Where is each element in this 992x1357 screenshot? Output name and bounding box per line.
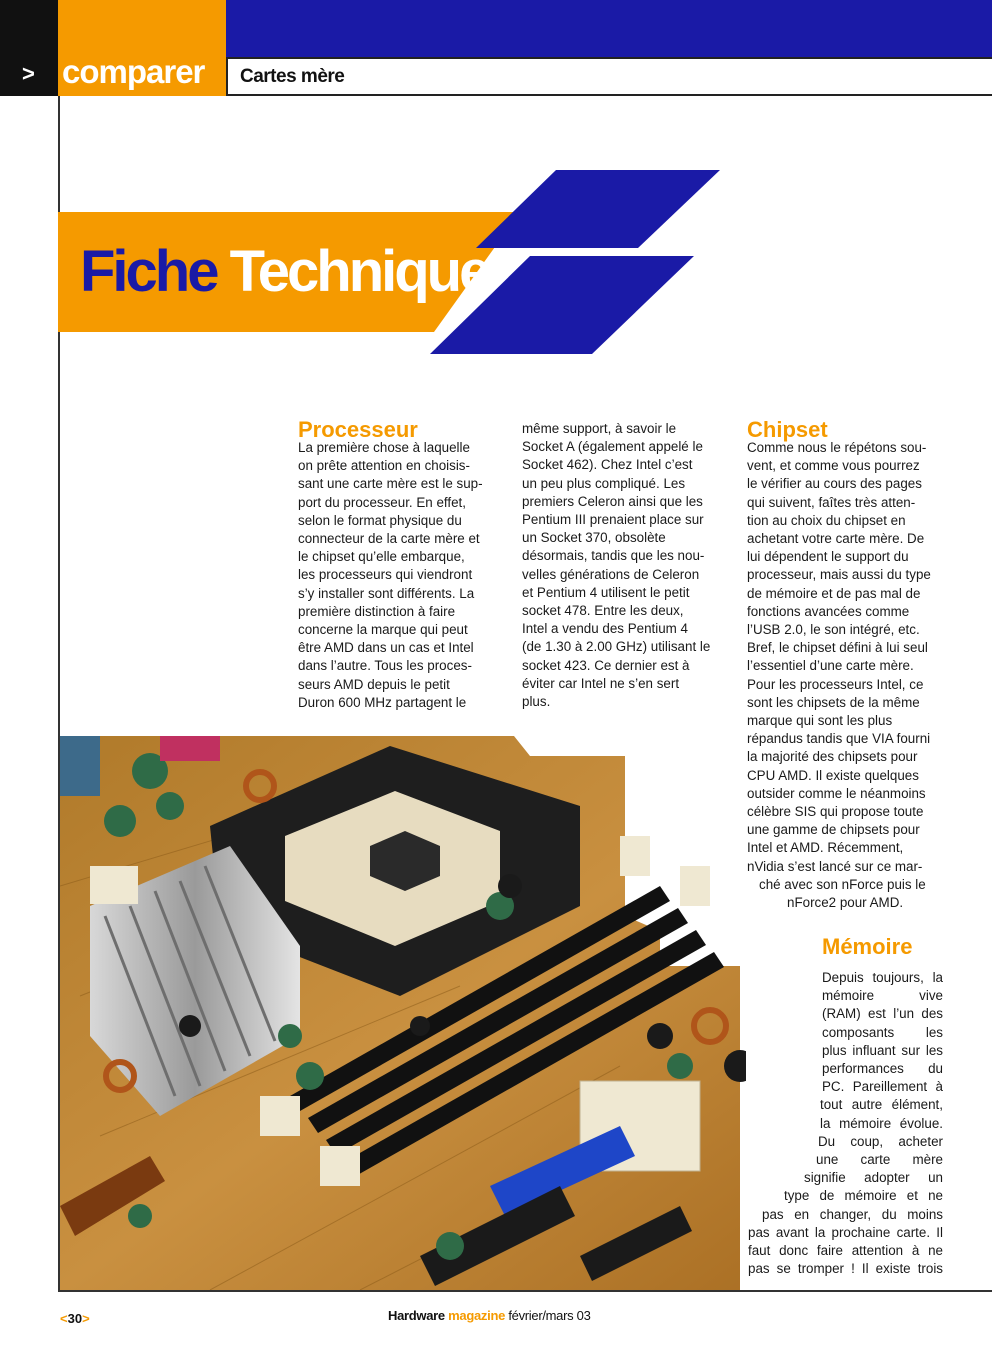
text-line: velles générations de Celeron — [522, 566, 700, 582]
text-line: tion au choix du chipset en — [747, 512, 906, 528]
text-line: un peu plus compliqué. Les — [522, 475, 686, 491]
text-line: une gamme de chipsets pour — [747, 822, 920, 838]
text-line: le chipset qu’elle embarque, — [298, 549, 465, 565]
text-line: La première chose à laquelle — [298, 440, 470, 455]
heading-processeur: Processeur — [298, 417, 418, 442]
header-separator — [226, 57, 228, 96]
header-blue-band — [226, 0, 992, 57]
text-line: pas avant la prochaine carte. Il — [748, 1224, 943, 1240]
text-line: nVidia s’est lancé sur ce mar- — [747, 858, 923, 874]
text-line: (de 1.30 à 2.00 GHz) utilisant le — [522, 639, 711, 655]
text-line: Pour les processeurs Intel, ce — [747, 676, 924, 692]
header-rule-top — [226, 57, 992, 59]
text-processeur-col1 — [298, 439, 494, 712]
title-banner-blue-upper — [476, 170, 720, 248]
page-bracket-open: < — [60, 1311, 68, 1326]
text-line: type de mémoire et ne — [784, 1188, 943, 1204]
text-line: la majorité des chipsets pour — [747, 749, 918, 765]
footer-issue: février/mars 03 — [508, 1308, 591, 1323]
text-line: PC. Pareillement à — [822, 1079, 943, 1095]
text-line: la mémoire évolue. — [820, 1115, 943, 1131]
text-line: même support, à savoir le — [522, 421, 677, 436]
text-line: ché avec son nForce puis le — [759, 876, 926, 892]
motherboard-photo — [60, 736, 746, 1290]
text-line: Intel a vendu des Pentium 4 — [522, 621, 689, 637]
text-line: plus influant sur les — [822, 1042, 943, 1058]
text-line: lui dépendent le support du — [747, 549, 909, 565]
text-chipset — [747, 439, 943, 912]
text-line: répandus tandis que VIA fourni — [747, 731, 931, 747]
text-line: on prête attention en choisis- — [298, 458, 470, 474]
text-line: les processeurs qui viendront — [298, 567, 473, 583]
text-line: être AMD dans un cas et Intel — [298, 640, 474, 656]
text-line: concerne la marque qui peut — [298, 622, 468, 638]
aux-power-connector — [90, 866, 138, 904]
text-line: port du processeur. En effet, — [298, 494, 466, 510]
header-rule-bottom — [226, 94, 992, 96]
text-line: de mémoire et de pas mal de — [747, 585, 921, 601]
text-line: mémoire vive — [822, 988, 943, 1004]
page-bracket-close: > — [82, 1311, 90, 1326]
text-line: performances du — [822, 1061, 943, 1077]
text-line: sant une carte mère est le sup- — [298, 476, 483, 492]
text-line: Intel et AMD. Récemment, — [747, 840, 904, 856]
text-line: seurs AMD depuis le petit — [298, 676, 450, 692]
text-line: le vérifier au cours des pages — [747, 476, 922, 492]
text-line: désormais, tandis que les nou- — [522, 548, 705, 564]
text-line: Duron 600 MHz partagent le — [298, 694, 467, 710]
text-line: fonctions avancées comme — [747, 603, 910, 619]
footer-rule — [58, 1290, 992, 1292]
text-line: Bref, le chipset défini à lui seul — [747, 640, 928, 656]
slot-clip — [320, 1146, 360, 1186]
text-line: première distinction à faire — [298, 603, 456, 619]
slot-clip — [680, 866, 710, 906]
heading-chipset: Chipset — [747, 417, 828, 442]
header-section-label: comparer — [62, 53, 205, 90]
footer-magazine — [388, 1308, 591, 1323]
text-line: marque qui sont les plus — [747, 713, 893, 729]
io-port — [160, 736, 220, 761]
page-title-word-2: Technique — [229, 239, 489, 304]
text-line: tout autre élément, — [820, 1097, 943, 1113]
text-processeur-col2 — [522, 420, 718, 711]
text-line: pas se tromper ! Il existe trois — [748, 1261, 943, 1277]
text-line: éviter car Intel ne s’en sert — [522, 675, 680, 691]
text-line: connecteur de la carte mère et — [298, 531, 480, 547]
text-line: premiers Celeron ainsi que les — [522, 493, 703, 509]
text-line: une carte mère — [816, 1152, 943, 1168]
text-line: Du coup, acheter — [818, 1133, 943, 1149]
text-line: socket 478. Entre les deux, — [522, 603, 684, 619]
text-line: processeur, mais aussi du type — [747, 567, 931, 583]
header-arrow: > — [22, 61, 35, 86]
text-line: et Pentium 4 utilisent le petit — [522, 584, 690, 600]
footer-mag-name: Hardware — [388, 1308, 445, 1323]
text-line: qui suivent, faîtes très atten- — [747, 494, 916, 510]
text-line: célèbre SIS qui propose toute — [747, 804, 924, 820]
text-line: composants les — [822, 1024, 943, 1040]
text-line: Depuis toujours, la — [822, 970, 943, 985]
text-line: l’essentiel d’une carte mère. — [747, 658, 914, 674]
text-line: sont les chipsets de la même — [747, 694, 920, 710]
slot-clip — [620, 836, 650, 876]
header-subsection: Cartes mère — [240, 66, 345, 87]
text-line: nForce2 pour AMD. — [787, 895, 904, 911]
page-title — [80, 232, 488, 312]
text-line: faut donc faire attention à ne — [748, 1243, 943, 1259]
text-line: dans l’autre. Tous les proces- — [298, 658, 472, 674]
text-line: pas en changer, du moins — [762, 1206, 943, 1222]
page-number-value: 30 — [67, 1311, 83, 1326]
text-line: selon le format physique du — [298, 512, 462, 528]
text-line: s’y installer sont différents. La — [298, 585, 475, 601]
text-line: un Socket 370, obsolète — [522, 530, 666, 546]
text-line: Socket A (également appelé le — [522, 439, 703, 455]
io-port-blue — [60, 736, 100, 796]
slot-clip — [260, 1096, 300, 1136]
page-number — [60, 1311, 90, 1326]
text-line: plus. — [522, 694, 551, 710]
page-title-word-1: Fiche — [80, 239, 217, 304]
text-line: socket 423. Ce dernier est à — [522, 657, 690, 673]
text-memoire — [748, 969, 943, 1278]
text-line: (RAM) est l’un des — [822, 1006, 943, 1022]
heading-memoire: Mémoire — [822, 934, 913, 959]
text-line: Pentium III prenaient place sur — [522, 512, 704, 528]
text-line: achetant votre carte mère. De — [747, 531, 925, 547]
text-line: outsider comme le néanmoins — [747, 785, 926, 801]
text-line: Socket 462). Chez Intel c’est — [522, 457, 693, 473]
text-line: Comme nous le répétons sou- — [747, 440, 927, 455]
text-line: l’USB 2.0, le son intégré, etc. — [747, 622, 920, 638]
text-line: vent, et comme vous pourrez — [747, 458, 920, 474]
text-line: signifie adopter un — [804, 1170, 943, 1186]
text-line: CPU AMD. Il existe quelques — [747, 767, 919, 783]
footer-mag-word: magazine — [448, 1308, 506, 1323]
